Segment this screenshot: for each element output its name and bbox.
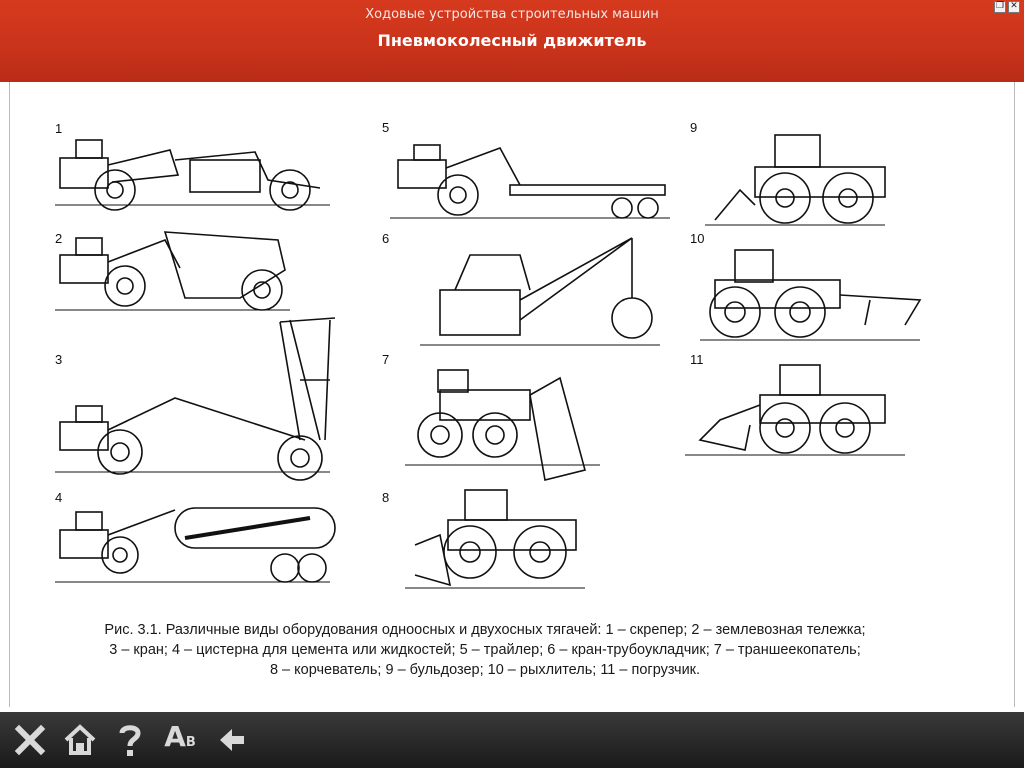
figure-caption xyxy=(30,620,940,680)
fig-number-9: 9 xyxy=(690,120,698,135)
bottom-toolbar xyxy=(0,712,1024,768)
fig-number-7: 7 xyxy=(382,352,390,367)
caption-line-2: 3 – кран; 4 – цистерна для цемента или жидкостей; 5 – трайлер; 6 – кран-трубоукладчик; 7 – траншеекопатель; xyxy=(109,642,861,658)
text-size-label: A xyxy=(164,720,186,753)
fig-number-8: 8 xyxy=(382,490,390,505)
machine-10-ripper xyxy=(700,250,920,340)
book-subtitle: Ходовые устройства строительных машин xyxy=(365,7,659,22)
machine-1-scraper xyxy=(55,140,330,210)
machine-3-crane xyxy=(55,318,335,480)
fig-number-6: 6 xyxy=(382,231,390,246)
caption-line-1: Рис. 3.1. Различные виды оборудования одноосных и двухосных тягачей: 1 – скрепер; 2 – землевозная тележка; xyxy=(104,622,866,638)
machine-9-bulldozer xyxy=(705,135,885,225)
machine-7-trencher xyxy=(405,370,600,480)
machine-11-loader xyxy=(685,365,905,455)
home-button[interactable] xyxy=(60,722,100,758)
machine-4-tank xyxy=(55,508,335,582)
restore-button[interactable]: ❐ xyxy=(995,1,1005,11)
machine-8-rooter xyxy=(405,490,585,588)
machine-2-earth-cart xyxy=(55,232,290,310)
fig-number-11: 11 xyxy=(690,352,704,367)
close-window-button[interactable]: ✕ xyxy=(1008,1,1020,13)
text-size-icon xyxy=(164,722,196,758)
fig-number-1: 1 xyxy=(55,121,63,136)
close-button[interactable] xyxy=(10,722,50,758)
help-button[interactable] xyxy=(110,722,150,758)
fig-number-5: 5 xyxy=(382,120,390,135)
text-size-sub: B xyxy=(185,735,196,750)
text-size-button[interactable] xyxy=(160,722,200,758)
home-icon xyxy=(63,724,97,756)
back-button[interactable] xyxy=(212,722,252,758)
caption-line-3: 8 – корчеватель; 9 – бульдозер; 10 – рыхлитель; 11 – погрузчик. xyxy=(269,662,701,678)
page-title: Пневмоколесный движитель xyxy=(377,31,647,50)
arrow-left-icon xyxy=(217,726,247,754)
fig-number-3: 3 xyxy=(55,352,63,367)
close-icon xyxy=(14,724,46,756)
machine-5-trailer xyxy=(390,145,670,218)
fig-number-10: 10 xyxy=(690,231,705,246)
fig-number-2: 2 xyxy=(55,231,63,246)
fig-number-4: 4 xyxy=(55,490,63,505)
machine-6-pipelayer xyxy=(420,238,660,345)
question-icon xyxy=(117,723,143,757)
